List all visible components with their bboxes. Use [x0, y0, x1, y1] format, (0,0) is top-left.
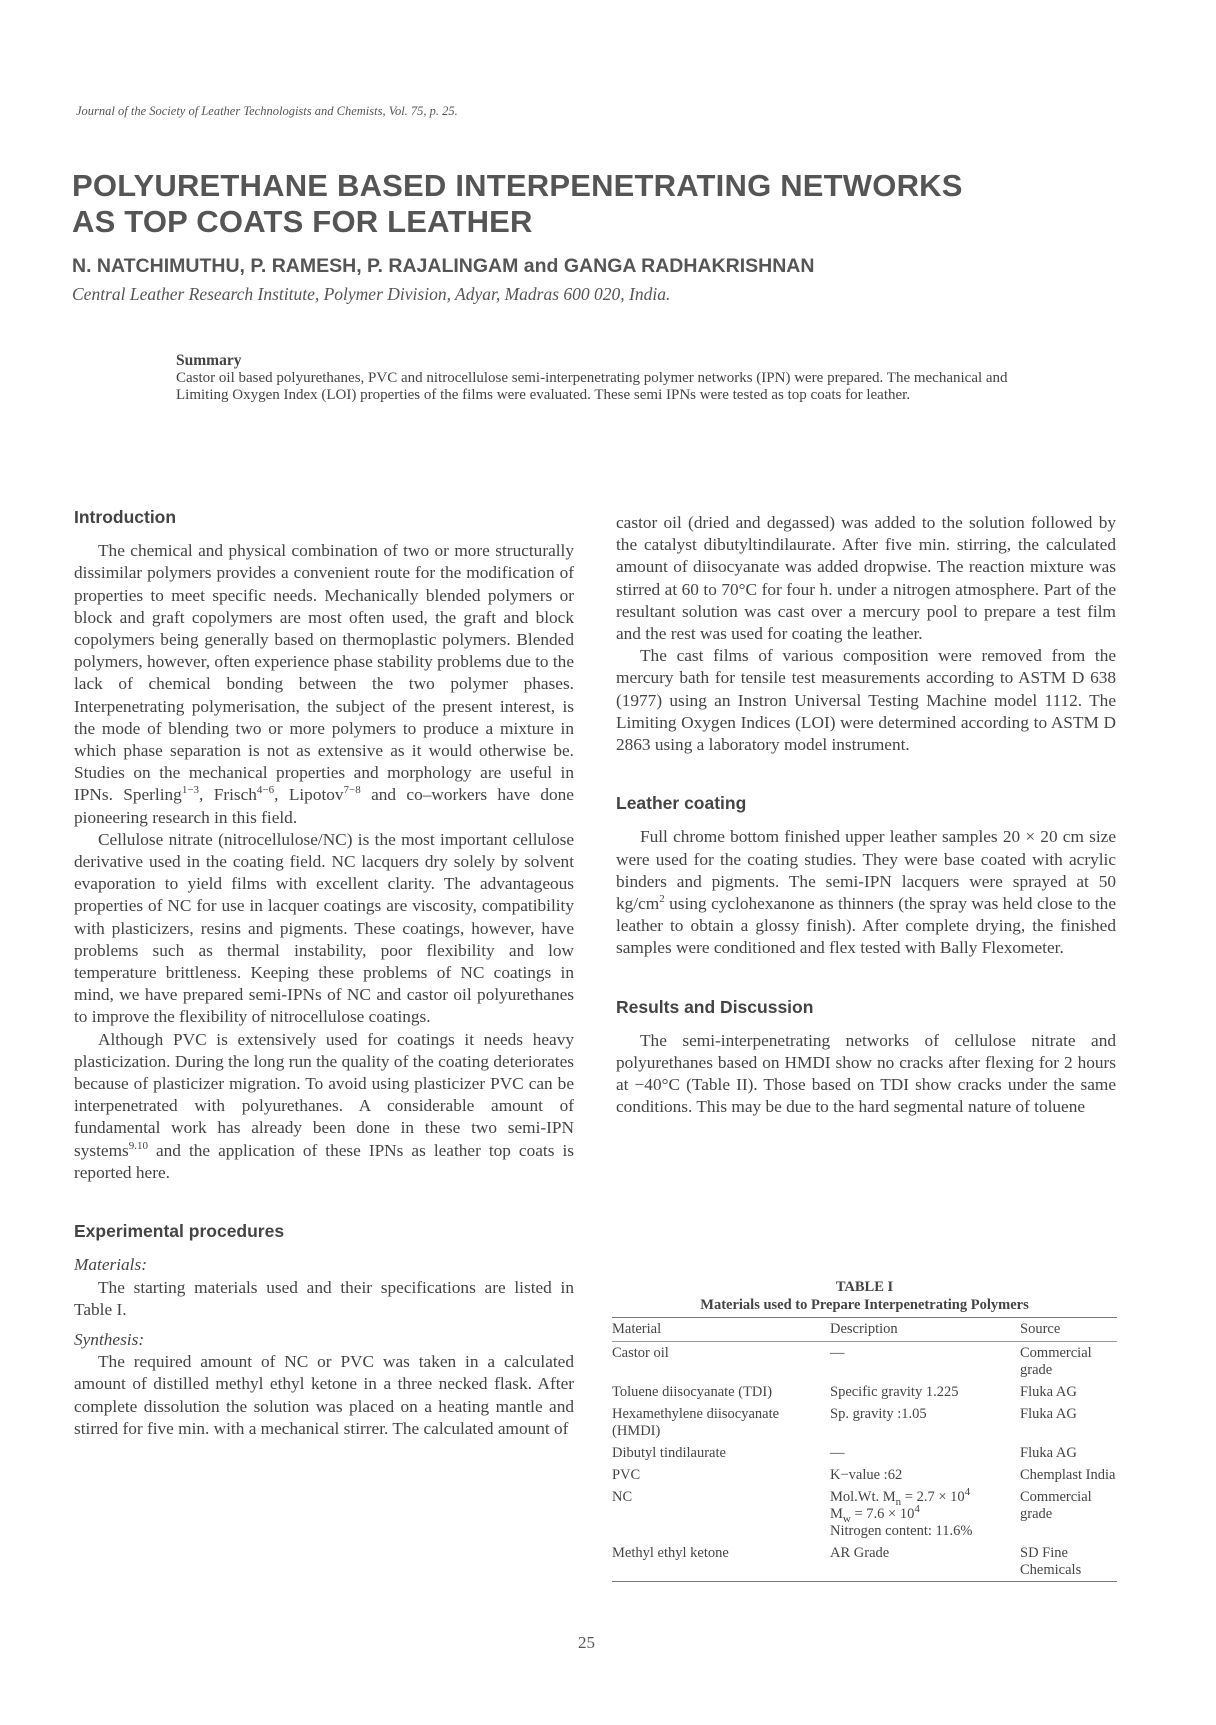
leather-coating-paragraph — [616, 826, 1116, 959]
cell-material: Dibutyl tindilaurate — [612, 1445, 726, 1461]
reference-sup: 4−6 — [256, 784, 275, 797]
cell-material: Castor oil — [612, 1345, 669, 1361]
results-paragraph: The semi-interpenetrating networks of cellulose nitrate and polyurethanes based on HMDI show no cracks after flexing for 2 hours at −40°C (Table II). Those based on TDI show cracks under the same conditions. This may be due to the hard segmental nature of toluene — [616, 1030, 1116, 1117]
cell-material: Toluene diisocyanate (TDI) — [612, 1384, 773, 1400]
intro-p3-text-a: Although PVC is extensively used for coatings it needs heavy plasticization. During the long run the quality of the coating deteriorates because of plasticizer migration. To avoid using plasticizer PVC can be interpenetrated with polyurethanes. A considerable amount of fundamental work has already been done in these two semi-IPN systems — [74, 1029, 574, 1160]
testing-paragraph: The cast films of various composition were removed from the mercury bath for tensile test measurements according to ASTM D 638 (1977) using an Instron Universal Testing Machine model 1112. The Limiting Oxygen Indices (LOI) were determined according to ASTM D 2863 using a laboratory model instrument. — [616, 646, 1116, 755]
cell-source: Commercial grade — [1020, 1489, 1092, 1522]
cell-description: — — [830, 1445, 845, 1461]
summary-text: Castor oil based polyurethanes, PVC and nitrocellulose semi-interpenetrating polymer networks (IPN) were prepared. The mechanical and Limiting Oxygen Index (LOI) properties of the films were evaluated. These semi IPNs were tested as top coats for leather. — [176, 370, 1008, 403]
cell-source: Fluka AG — [1020, 1445, 1077, 1461]
column-header-source: Source — [1020, 1321, 1061, 1337]
nc-mn-line — [830, 1486, 1020, 1508]
superscript: 4 — [914, 1503, 920, 1516]
reference-sup: 7−8 — [343, 784, 361, 797]
table-label: TABLE I — [835, 1279, 894, 1295]
superscript: 2 — [659, 893, 665, 906]
table-row — [612, 1486, 1117, 1542]
table-caption: Materials used to Prepare Interpenetrating Polymers — [700, 1297, 1029, 1313]
table-row — [612, 1403, 1117, 1442]
reference-sup: 1−3 — [181, 784, 200, 797]
intro-p1-text-b: , Frisch — [199, 785, 257, 805]
synthesis-paragraph: The required amount of NC or PVC was taken in a calculated amount of distilled methyl ethyl ketone in a three necked flask. After complete dissolution the solution was placed on a heating mantle and stirred for five min. with a mechanical stirrer. The calculated amount of — [74, 1352, 574, 1438]
results-heading: Results and Discussion — [616, 996, 814, 1017]
left-column — [74, 506, 574, 1440]
materials-table — [612, 1317, 1117, 1582]
materials-paragraph: The starting materials used and their specifications are listed in Table I. — [74, 1277, 574, 1319]
summary-section — [176, 352, 1026, 404]
materials-subheading: Materials: — [74, 1255, 147, 1275]
cell-material: Hexamethylene diisocyanate (HMDI) — [612, 1406, 780, 1439]
introduction-heading: Introduction — [74, 507, 177, 527]
text: Mol.Wt. M — [830, 1489, 896, 1505]
table-row — [612, 1542, 1117, 1582]
leather-coating-text-b: using cyclohexanone as thinners (the spray was held close to the leather to obtain a glossy finish). After complete drying, the finished samples were conditioned and flex tested with Bally Flexometer. — [616, 894, 1116, 958]
journal-citation: Journal of the Society of Leather Technologists and Chemists, Vol. 75, p. 25. — [76, 104, 458, 118]
introduction-paragraph-2: Cellulose nitrate (nitrocellulose/NC) is the most important cellulose derivative used in the coating field. NC lacquers dry solely by solvent evaporation to yield films with excellent clarity. The advantageous properties of NC for use in lacquer coatings are viscosity, compatibility with plasticizers, resins and pigments. These coatings, however, have problems such as thermal instability, poor flexibility and low temperature brittleness. Keeping these problems of NC coatings in mind, we have prepared semi-IPNs of NC and castor oil polyurethanes to improve the flexibility of nitrocellulose coatings. — [74, 829, 574, 1027]
table-row — [612, 1464, 1117, 1486]
intro-p1-text-c: , Lipotov — [274, 785, 344, 805]
affiliation: Central Leather Research Institute, Polymer Division, Adyar, Madras 600 020, India. — [72, 284, 671, 304]
table-1 — [612, 1278, 1117, 1582]
cell-description — [830, 1486, 1020, 1542]
nc-mw-line — [830, 1503, 1020, 1525]
intro-p1-text-a: The chemical and physical combination of two or more structurally dissimilar polymers provides a convenient route for the modification of properties to meet specific needs. Mechanically blended polymers or block and graft copolymers are most often used, the graft and block copolymers being generally based on thermoplastic polymers. Blended polymers, however, often experience phase stability problems due to the lack of chemical bonding between the two polymer phases. Interpenetrating polymerisation, the subject of the present interest, is the mode of blending two or more polymers to produce a mixture in which phase separation is not as extensive as it would otherwise be. Studies on the mechanical properties and morphology are useful in IPNs. Sperling — [74, 541, 574, 805]
authors: N. NATCHIMUTHU, P. RAMESH, P. RAJALINGAM and GANGA RADHAKRISHNAN — [72, 255, 815, 277]
cell-description: — — [830, 1345, 845, 1361]
synthesis-continued-paragraph: castor oil (dried and degassed) was added to the solution followed by the catalyst dibutyltindilaurate. After five min. stirring, the calculated amount of diisocyanate was added dropwise. The reaction mixture was stirred at 60 to 70°C for four h. under a nitrogen atmosphere. Part of the resultant solution was cast over a mercury pool to prepare a test film and the rest was used for coating the leather. — [616, 513, 1116, 644]
introduction-paragraph-3 — [74, 1029, 574, 1184]
reference-sup: 9.10 — [128, 1139, 148, 1152]
right-column — [616, 512, 1116, 1119]
column-header-material: Material — [612, 1321, 662, 1337]
cell-description: K−value :62 — [830, 1467, 903, 1483]
cell-source: Fluka AG — [1020, 1406, 1077, 1422]
table-row — [612, 1342, 1117, 1382]
cell-material: PVC — [612, 1467, 641, 1483]
column-header-description: Description — [830, 1321, 898, 1337]
cell-source: SD Fine Chemicals — [1020, 1545, 1082, 1578]
subscript: n — [895, 1495, 902, 1508]
subscript: w — [842, 1512, 851, 1525]
leather-coating-heading: Leather coating — [616, 793, 747, 814]
intro-p1-text-d: and co–workers have done pioneering research in this field. — [74, 785, 574, 827]
table-row — [612, 1442, 1117, 1464]
nc-nitrogen-line: Nitrogen content: 11.6% — [830, 1523, 973, 1539]
experimental-heading: Experimental procedures — [74, 1221, 285, 1242]
page-number: 25 — [578, 1633, 595, 1652]
cell-material: NC — [612, 1489, 633, 1505]
cell-material: Methyl ethyl ketone — [612, 1545, 729, 1561]
cell-source: Chemplast India — [1020, 1467, 1116, 1483]
text: M — [830, 1506, 843, 1522]
title-line-2: AS TOP COATS FOR LEATHER — [72, 204, 533, 239]
table-row — [612, 1381, 1117, 1403]
cell-description: Specific gravity 1.225 — [830, 1384, 959, 1400]
leather-coating-text-a: Full chrome bottom finished upper leather samples 20 × 20 cm size were used for the coating studies. They were base coated with acrylic binders and pigments. The semi-IPN lacquers were sprayed at 50 kg/cm — [616, 827, 1116, 914]
introduction-paragraph-1 — [74, 540, 574, 829]
cell-source: Fluka AG — [1020, 1384, 1077, 1400]
cell-description: Sp. gravity :1.05 — [830, 1406, 927, 1422]
article-title — [72, 168, 1152, 240]
synthesis-subheading: Synthesis: — [74, 1329, 145, 1349]
table-header-row — [612, 1318, 1117, 1342]
text: = 2.7 × 10 — [901, 1489, 965, 1505]
superscript: 4 — [964, 1486, 971, 1499]
cell-source: Commercial grade — [1020, 1345, 1092, 1378]
title-line-1: POLYURETHANE BASED INTERPENETRATING NETWORKS — [72, 168, 963, 203]
summary-heading: Summary — [176, 352, 242, 369]
intro-p3-text-b: and the application of these IPNs as leather top coats is reported here. — [74, 1140, 574, 1182]
cell-description: AR Grade — [830, 1545, 890, 1561]
text: = 7.6 × 10 — [850, 1506, 915, 1522]
